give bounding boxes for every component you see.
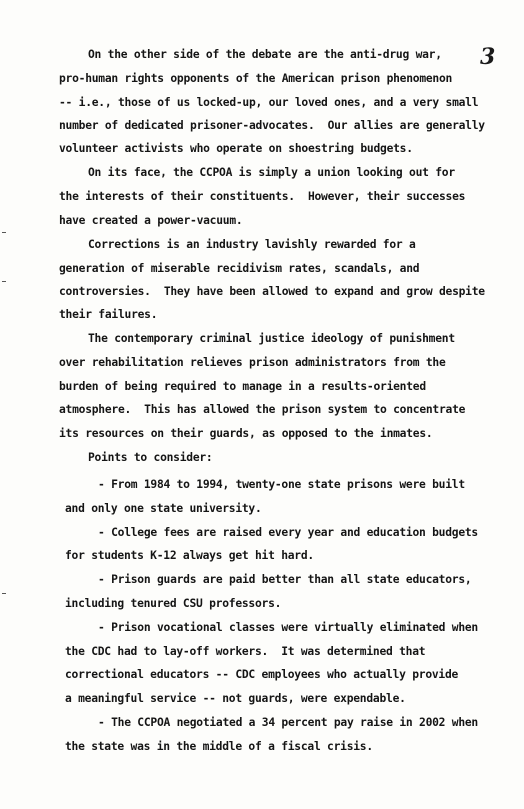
text-line: volunteer activists who operate on shoestring budgets. bbox=[59, 142, 413, 155]
text-line: On its face, the CCPOA is simply a union looking out for bbox=[88, 166, 455, 179]
text-line: atmosphere. This has allowed the prison system to concentrate bbox=[59, 403, 466, 416]
points-heading: Points to consider: bbox=[88, 451, 213, 464]
bullet-line: - Prison vocational classes were virtually eliminated when bbox=[98, 621, 478, 634]
text-line: over rehabilitation relieves prison administrators from the bbox=[59, 356, 446, 369]
text-line: the CDC had to lay-off workers. It was determined that bbox=[65, 645, 426, 658]
margin-mark bbox=[2, 593, 6, 594]
text-line: generation of miserable recidivism rates, scandals, and bbox=[59, 262, 420, 275]
bullet-line: - From 1984 to 1994, twenty-one state prisons were built bbox=[98, 478, 465, 491]
text-line: The contemporary criminal justice ideology of punishment bbox=[88, 332, 455, 345]
text-line: its resources on their guards, as opposed to the inmates. bbox=[59, 427, 433, 440]
text-line: have created a power-vacuum. bbox=[59, 214, 243, 227]
text-line: for students K-12 always get hit hard. bbox=[65, 549, 314, 562]
text-line: pro-human rights opponents of the American prison phenomenon bbox=[59, 72, 453, 85]
text-line: -- i.e., those of us locked-up, our loved ones, and a very small bbox=[59, 96, 479, 109]
text-line: Corrections is an industry lavishly rewarded for a bbox=[88, 238, 416, 251]
text-line: including tenured CSU professors. bbox=[65, 597, 282, 610]
text-line: a meaningful service -- not guards, were expendable. bbox=[65, 692, 406, 705]
bullet-line: - College fees are raised every year and education budgets bbox=[98, 526, 478, 539]
margin-mark bbox=[2, 232, 6, 233]
text-line: and only one state university. bbox=[65, 502, 262, 515]
text-line: the interests of their constituents. However, their successes bbox=[59, 190, 466, 203]
bullet-line: - The CCPOA negotiated a 34 percent pay raise in 2002 when bbox=[98, 716, 478, 729]
text-line: controversies. They have been allowed to expand and grow despite bbox=[59, 285, 485, 298]
text-line: On the other side of the debate are the anti-drug war, bbox=[88, 48, 442, 61]
text-line: burden of being required to manage in a results-oriented bbox=[59, 380, 426, 393]
bullet-line: - Prison guards are paid better than all state educators, bbox=[98, 573, 472, 586]
margin-mark bbox=[2, 281, 6, 282]
text-line: their failures. bbox=[59, 308, 158, 321]
page-number: 3 bbox=[480, 44, 496, 70]
text-line: the state was in the middle of a fiscal crisis. bbox=[65, 740, 373, 753]
text-line: correctional educators -- CDC employees who actually provide bbox=[65, 668, 459, 681]
text-line: number of dedicated prisoner-advocates. Our allies are generally bbox=[59, 119, 485, 132]
